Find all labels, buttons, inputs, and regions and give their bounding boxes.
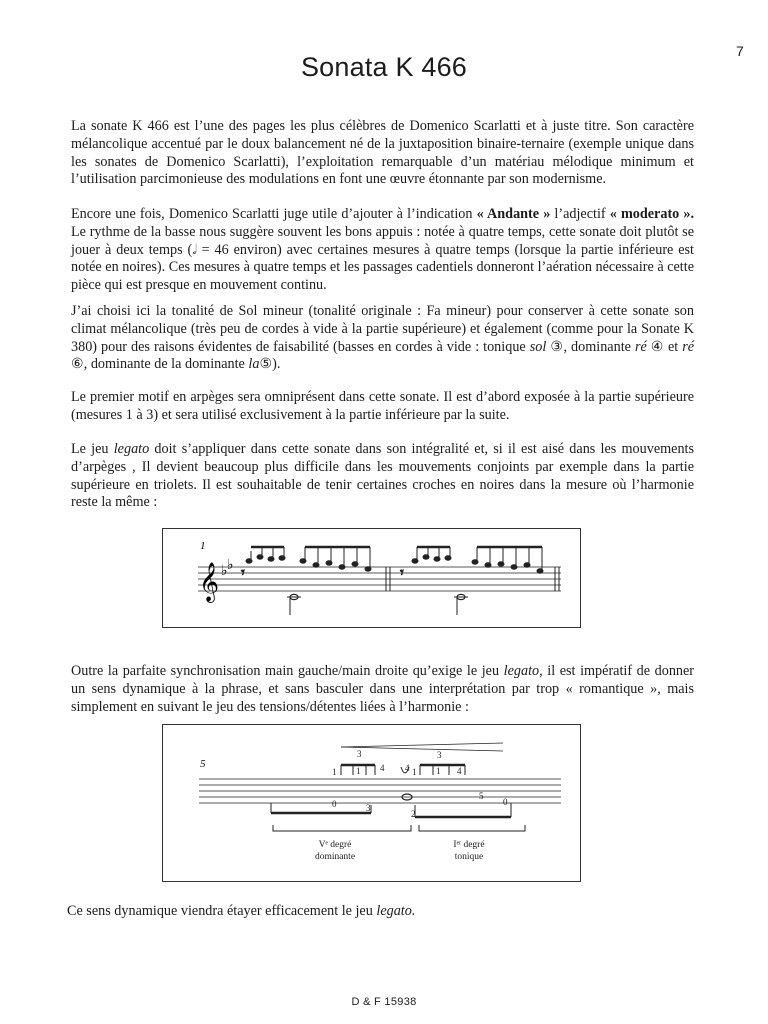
notes-measure-2	[400, 547, 543, 615]
flat-icon: ♭	[227, 558, 234, 573]
svg-text:0: 0	[503, 797, 508, 807]
paragraph-conclusion: Ce sens dynamique viendra étayer efficacement le jeu legato.	[67, 903, 416, 919]
footer-reference: D & F 15938	[351, 996, 417, 1008]
music-example-2-score	[163, 725, 580, 881]
svg-text:1: 1	[356, 766, 361, 776]
svg-text:tonique: tonique	[454, 852, 484, 862]
svg-text:1: 1	[412, 767, 417, 777]
svg-text:1: 1	[436, 766, 441, 776]
svg-text:Iᵉʳ degré: Iᵉʳ degré	[453, 840, 485, 850]
music-example-2	[162, 724, 581, 882]
svg-text:3: 3	[437, 750, 442, 760]
fingerings	[332, 749, 508, 819]
hairpin	[341, 743, 503, 751]
measure-number: 1	[200, 540, 206, 552]
svg-text:4: 4	[405, 763, 410, 773]
svg-text:4: 4	[457, 766, 462, 776]
svg-text:1: 1	[332, 767, 337, 777]
treble-clef-icon: 𝄞	[199, 564, 220, 601]
svg-text:dominante: dominante	[314, 852, 356, 862]
measure-number: 5	[200, 758, 206, 770]
harmony-brackets	[273, 825, 525, 831]
music-example-1-score	[163, 529, 580, 627]
page-title: Sonata K 466	[300, 52, 468, 82]
svg-text:5: 5	[479, 791, 484, 801]
harmony-labels	[315, 840, 485, 862]
paragraph-motif: Le premier motif en arpèges sera omniprésent dans cette sonate. Il est d’abord exposée à la partie supérieure (mesures 1 à 3) et sera utilisé exclusivement à la partie inférieure par la suite.	[71, 389, 694, 423]
svg-text:𝄾: 𝄾	[241, 566, 245, 581]
paragraph-tempo: Encore une fois, Domenico Scarlatti juge utile d’ajouter à l’indication « Andante » l’adjectif « moderato ». Le rythme de la basse nous suggère souvent les bons appuis : notée à quatre temps, cette sonate doit plutôt se jouer à deux temps (𝅗𝅥 = 46 environ) avec certaines mesures à quatre temps (lorsque la partie inférieure est notée en noires). Ces mesures à quatre temps et les passages cadentiels donneront l’aération nécessaire à cette pièce qui est presque en mouvement continu.	[71, 206, 695, 294]
svg-text:4: 4	[380, 763, 385, 773]
svg-text:Vᵉ degré: Vᵉ degré	[318, 840, 352, 850]
svg-text:2: 2	[411, 809, 416, 819]
paragraph-dynamics: Outre la parfaite synchronisation main gauche/main droite qu’exige le jeu legato, il est impératif de donner un sens dynamique à la phrase, et sans basculer dans une interprétation par trop « romantique », mais simplement en suivant le jeu des tensions/détentes liées à l’harmonie :	[71, 663, 695, 715]
page-number: 7	[736, 43, 744, 59]
paragraph-legato: Le jeu legato doit s’appliquer dans cette sonate dans son intégralité et, si il est aisé dans les mouvements d’arpèges , Il devient beaucoup plus difficile dans les mouvements conjoints par exemple dans la partie supérieure en triolets. Il est souhaitable de tenir certaines croches en noires dans la mesure où l’harmonie reste la même :	[71, 441, 695, 511]
svg-text:𝄾: 𝄾	[400, 566, 404, 581]
svg-text:3: 3	[357, 749, 362, 759]
music-example-1	[162, 528, 581, 628]
paragraph-intro: La sonate K 466 est l’une des pages les plus célèbres de Domenico Scarlatti et à juste titre. Son caractère mélancolique accentué par le doux balancement né de la juxtaposition binaire-ternaire (exemple unique dans les sonates de Domenico Scarlatti), l’exploitation remarquable d’un matériau mélodique minimum et l’utilisation parcimonieuse des modulations en font une œuvre étonnante par son modernisme.	[71, 118, 694, 188]
notes-measure-1	[241, 547, 371, 615]
flat-icon: ♭	[221, 564, 228, 579]
svg-text:0: 0	[332, 799, 337, 809]
svg-text:3: 3	[366, 803, 371, 813]
paragraph-tonality: J’ai choisi ici la tonalité de Sol mineur (tonalité originale : Fa mineur) pour conserver à cette sonate son climat mélancolique (très peu de cordes à vide à la partie supérieure) et également (comme pour la Sonate K 380) pour des raisons évidentes de faisabilité (basses en cordes à vide : tonique sol ③, dominante ré ④ et ré ⑥, dominante de la dominante la⑤).	[71, 303, 695, 373]
